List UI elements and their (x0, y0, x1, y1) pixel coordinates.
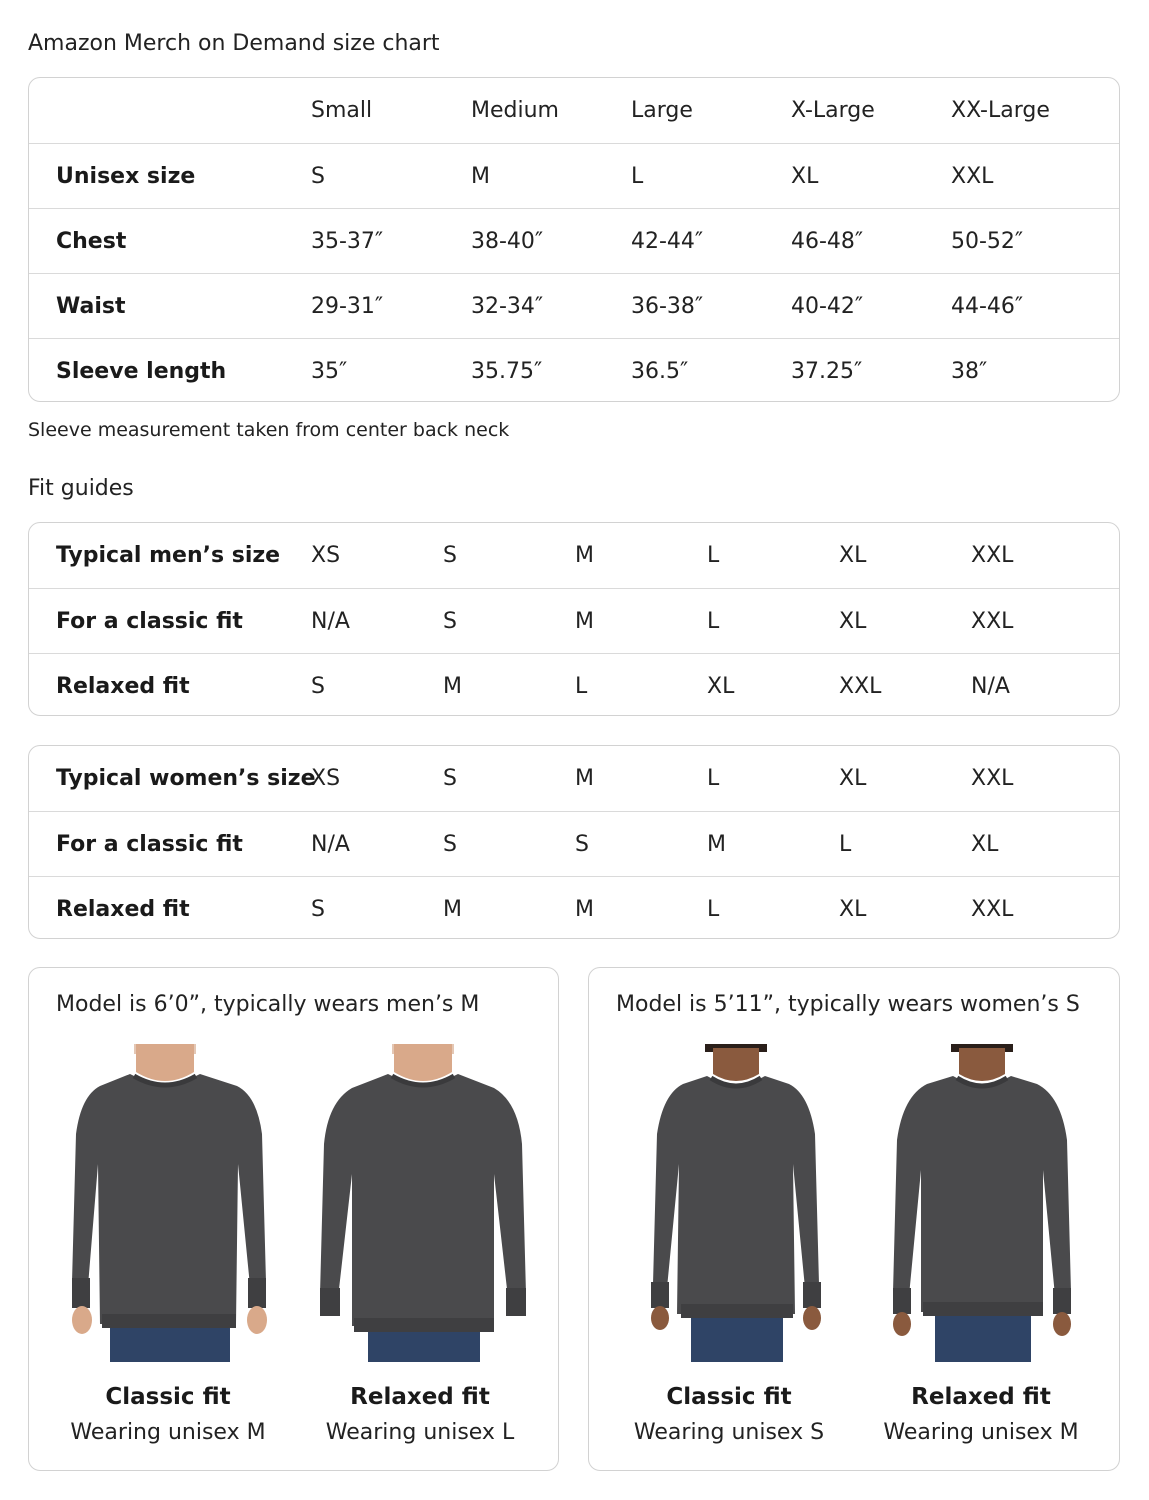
table-cell: 35.75″ (471, 358, 543, 384)
table-cell: XXL (971, 766, 1014, 791)
table-cell: S (443, 831, 457, 857)
row-label: Waist (56, 293, 126, 319)
size-header-row (29, 78, 1119, 143)
table-cell: XXL (971, 896, 1014, 922)
table-row (29, 653, 1119, 716)
table-cell: XL (839, 896, 867, 922)
table-cell: 44-46″ (951, 293, 1024, 319)
table-row (29, 208, 1119, 273)
mens-model-card (28, 967, 559, 1471)
column-header: X-Large (791, 98, 875, 123)
table-cell: 29-31″ (311, 293, 384, 319)
mens-relaxed-fit-photo (318, 1044, 533, 1362)
table-cell: L (707, 608, 720, 634)
row-label: Chest (56, 228, 127, 254)
table-cell: XL (839, 543, 867, 568)
table-cell: S (311, 896, 325, 922)
table-cell: N/A (971, 673, 1010, 699)
table-row (29, 588, 1119, 653)
caption-wearing: Wearing unisex S (633, 1420, 825, 1445)
row-label: For a classic fit (56, 831, 243, 857)
mens-model-title: Model is 6’0”, typically wears men’s M (56, 992, 480, 1017)
table-cell: 38″ (951, 358, 988, 384)
table-cell: M (575, 608, 594, 634)
table-row (29, 273, 1119, 338)
table-cell: 38-40″ (471, 228, 544, 254)
caption-fit: Relaxed fit (350, 1384, 490, 1410)
mens-fit-table (28, 522, 1120, 716)
table-cell: XS (311, 543, 341, 568)
column-header: Medium (471, 98, 559, 123)
row-label: Relaxed fit (56, 673, 190, 699)
table-row (29, 746, 1119, 811)
column-header: XX-Large (951, 98, 1050, 123)
table-cell: M (471, 163, 490, 189)
table-cell: XS (311, 766, 341, 791)
column-header: Large (631, 98, 693, 123)
table-cell: M (707, 831, 726, 857)
womens-fit-table (28, 745, 1120, 939)
table-cell: 36.5″ (631, 358, 689, 384)
table-cell: 35-37″ (311, 228, 384, 254)
table-cell: M (575, 766, 594, 791)
table-cell: 35″ (311, 358, 348, 384)
caption-wearing: Wearing unisex M (883, 1420, 1079, 1445)
table-cell: S (311, 163, 325, 189)
table-cell: XXL (951, 163, 994, 189)
table-cell: S (311, 673, 325, 699)
table-cell: M (575, 543, 594, 568)
table-cell: XL (971, 831, 999, 857)
table-cell: XL (707, 673, 735, 699)
table-cell: S (443, 543, 457, 568)
sleeve-note: Sleeve measurement taken from center back neck (28, 419, 510, 441)
table-cell: XXL (839, 673, 882, 699)
table-cell: M (575, 896, 594, 922)
table-cell: L (707, 766, 720, 791)
table-cell: 32-34″ (471, 293, 544, 319)
table-row (29, 338, 1119, 402)
caption-fit: Classic fit (105, 1384, 231, 1410)
table-cell: 37.25″ (791, 358, 863, 384)
size-chart-table (28, 77, 1120, 402)
table-cell: M (443, 896, 462, 922)
table-cell: L (575, 673, 588, 699)
table-cell: 36-38″ (631, 293, 704, 319)
table-cell: N/A (311, 831, 350, 857)
womens-classic-fit-photo (629, 1044, 844, 1362)
caption-wearing: Wearing unisex M (70, 1420, 266, 1445)
row-label: Typical women’s size (56, 766, 316, 791)
table-cell: XL (791, 163, 819, 189)
table-cell: 42-44″ (631, 228, 704, 254)
caption-fit: Classic fit (666, 1384, 792, 1410)
row-label: Typical men’s size (56, 543, 281, 568)
table-row (29, 876, 1119, 939)
table-cell: M (443, 673, 462, 699)
table-cell: S (443, 608, 457, 634)
table-cell: 50-52″ (951, 228, 1024, 254)
column-header: Small (311, 98, 373, 123)
table-cell: S (575, 831, 589, 857)
caption-fit: Relaxed fit (911, 1384, 1051, 1410)
table-cell: 46-48″ (791, 228, 864, 254)
table-row (29, 523, 1119, 588)
table-cell: L (839, 831, 852, 857)
table-cell: XXL (971, 543, 1014, 568)
mens-classic-fit-photo (72, 1044, 287, 1362)
row-label: Sleeve length (56, 358, 227, 384)
row-label: Relaxed fit (56, 896, 190, 922)
table-cell: L (707, 896, 720, 922)
table-cell: XL (839, 608, 867, 634)
table-cell: N/A (311, 608, 350, 634)
womens-model-card (588, 967, 1120, 1471)
row-label: Unisex size (56, 163, 196, 189)
womens-relaxed-fit-photo (881, 1044, 1096, 1362)
table-cell: L (707, 543, 720, 568)
table-row (29, 143, 1119, 208)
table-cell: 40-42″ (791, 293, 864, 319)
size-chart-title: Amazon Merch on Demand size chart (28, 31, 440, 56)
table-cell: L (631, 163, 644, 189)
womens-model-title: Model is 5’11”, typically wears women’s S (616, 992, 1080, 1017)
table-cell: S (443, 766, 457, 791)
row-label: For a classic fit (56, 608, 243, 634)
table-cell: XXL (971, 608, 1014, 634)
table-cell: XL (839, 766, 867, 791)
table-row (29, 811, 1119, 876)
fit-guides-title: Fit guides (28, 476, 134, 501)
caption-wearing: Wearing unisex L (325, 1420, 515, 1445)
